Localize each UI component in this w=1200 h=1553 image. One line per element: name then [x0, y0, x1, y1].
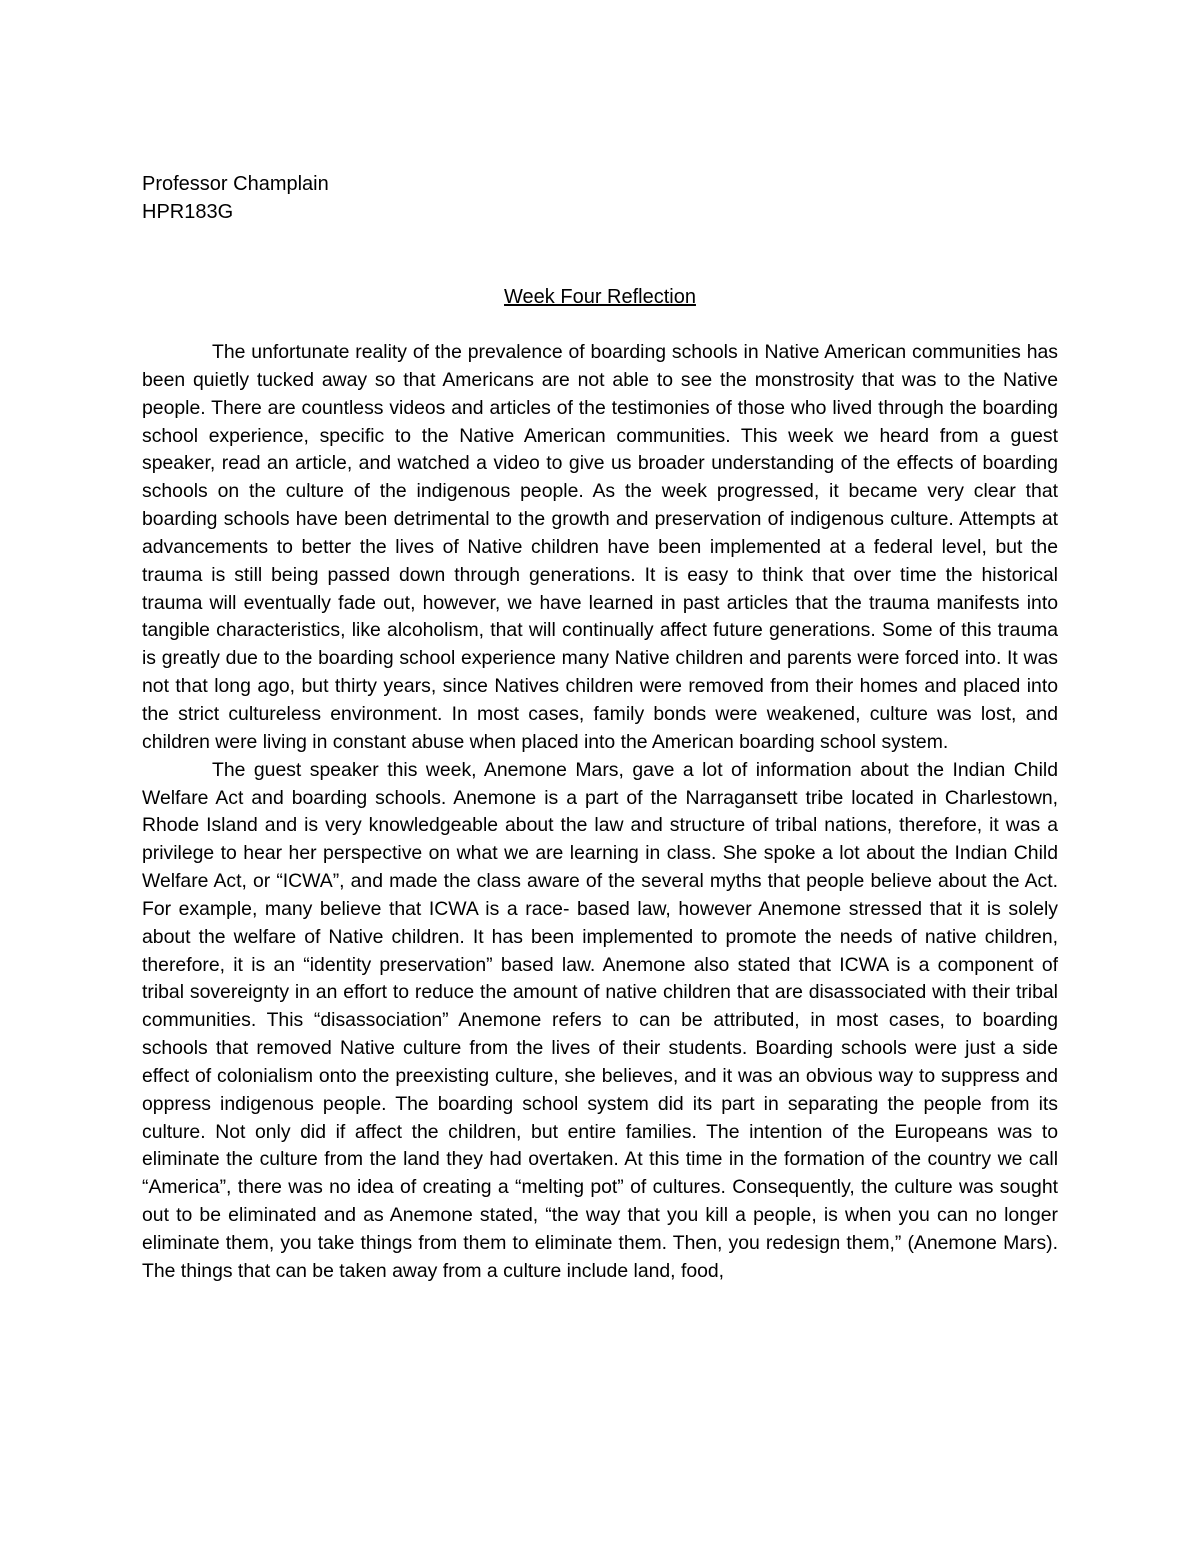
paragraph-2: The guest speaker this week, Anemone Mars, gave a lot of information about the Indian Child Welfare Act and boarding schools. Anemone is a part of the Narragansett tribe located in Charlestown, Rhode Island and is very knowledgeable about the law and structure of tribal nations, therefore, it was a privilege to hear her perspective on what we are learning in class. She spoke a lot about the Indian Child Welfare Act, or “ICWA”, and made the class aware of the several myths that people believe about the Act. For example, many believe that ICWA is a race- based law, however Anemone stressed that it is solely about the welfare of Native children. It has been implemented to promote the needs of native children, therefore, it is an “identity preservation” based law. Anemone also stated that ICWA is a component of tribal sovereignty in an effort to reduce the amount of native children that are disassociated with their tribal communities. This “disassociation” Anemone refers to can be attributed, in most cases, to boarding schools that removed Native culture from the lives of their students. Boarding schools were just a side effect of colonialism onto the preexisting culture, she believes, and it was an obvious way to suppress and oppress indigenous people. The boarding school system did its part in separating the people from its culture. Not only did if affect the children, but entire families. The intention of the Europeans was to eliminate the culture from the land they had overtaken. At this time in the formation of the country we call “America”, there was no idea of creating a “melting pot” of cultures. Consequently, the culture was sought out to be eliminated and as Anemone stated, “the way that you kill a people, is when you can no longer eliminate them, you take things from them to eliminate them. Then, you redesign them,” (Anemone Mars). The things that can be taken away from a culture include land, food, — [142, 758, 1058, 1282]
professor-name: Professor Champlain — [142, 173, 329, 195]
header-block — [142, 170, 329, 226]
paragraph-1: The unfortunate reality of the prevalence of boarding schools in Native American communities has been quietly tucked away so that Americans are not able to see the monstrosity that was to the Native people. There are countless videos and articles of the testimonies of those who lived through the boarding school experience, specific to the Native American communities. This week we heard from a guest speaker, read an article, and watched a video to give us broader understanding of the effects of boarding schools on the culture of the indigenous people. As the week progressed, it became very clear that boarding schools have been detrimental to the growth and preservation of indigenous culture. Attempts at advancements to better the lives of Native children have been implemented at a federal level, but the trauma is still being passed down through generations. It is easy to think that over time the historical trauma will eventually fade out, however, we have learned in past articles that the trauma manifests into tangible characteristics, like alcoholism, that will continually affect future generations. Some of this trauma is greatly due to the boarding school experience many Native children and parents were forced into. It was not that long ago, but thirty years, since Natives children were removed from their homes and placed into the strict cultureless environment. In most cases, family bonds were weakened, culture was lost, and children were living in constant abuse when placed into the American boarding school system. — [142, 341, 1058, 753]
document-body — [142, 339, 1058, 1286]
document-title: Week Four Reflection — [504, 286, 696, 308]
course-code: HPR183G — [142, 201, 234, 223]
